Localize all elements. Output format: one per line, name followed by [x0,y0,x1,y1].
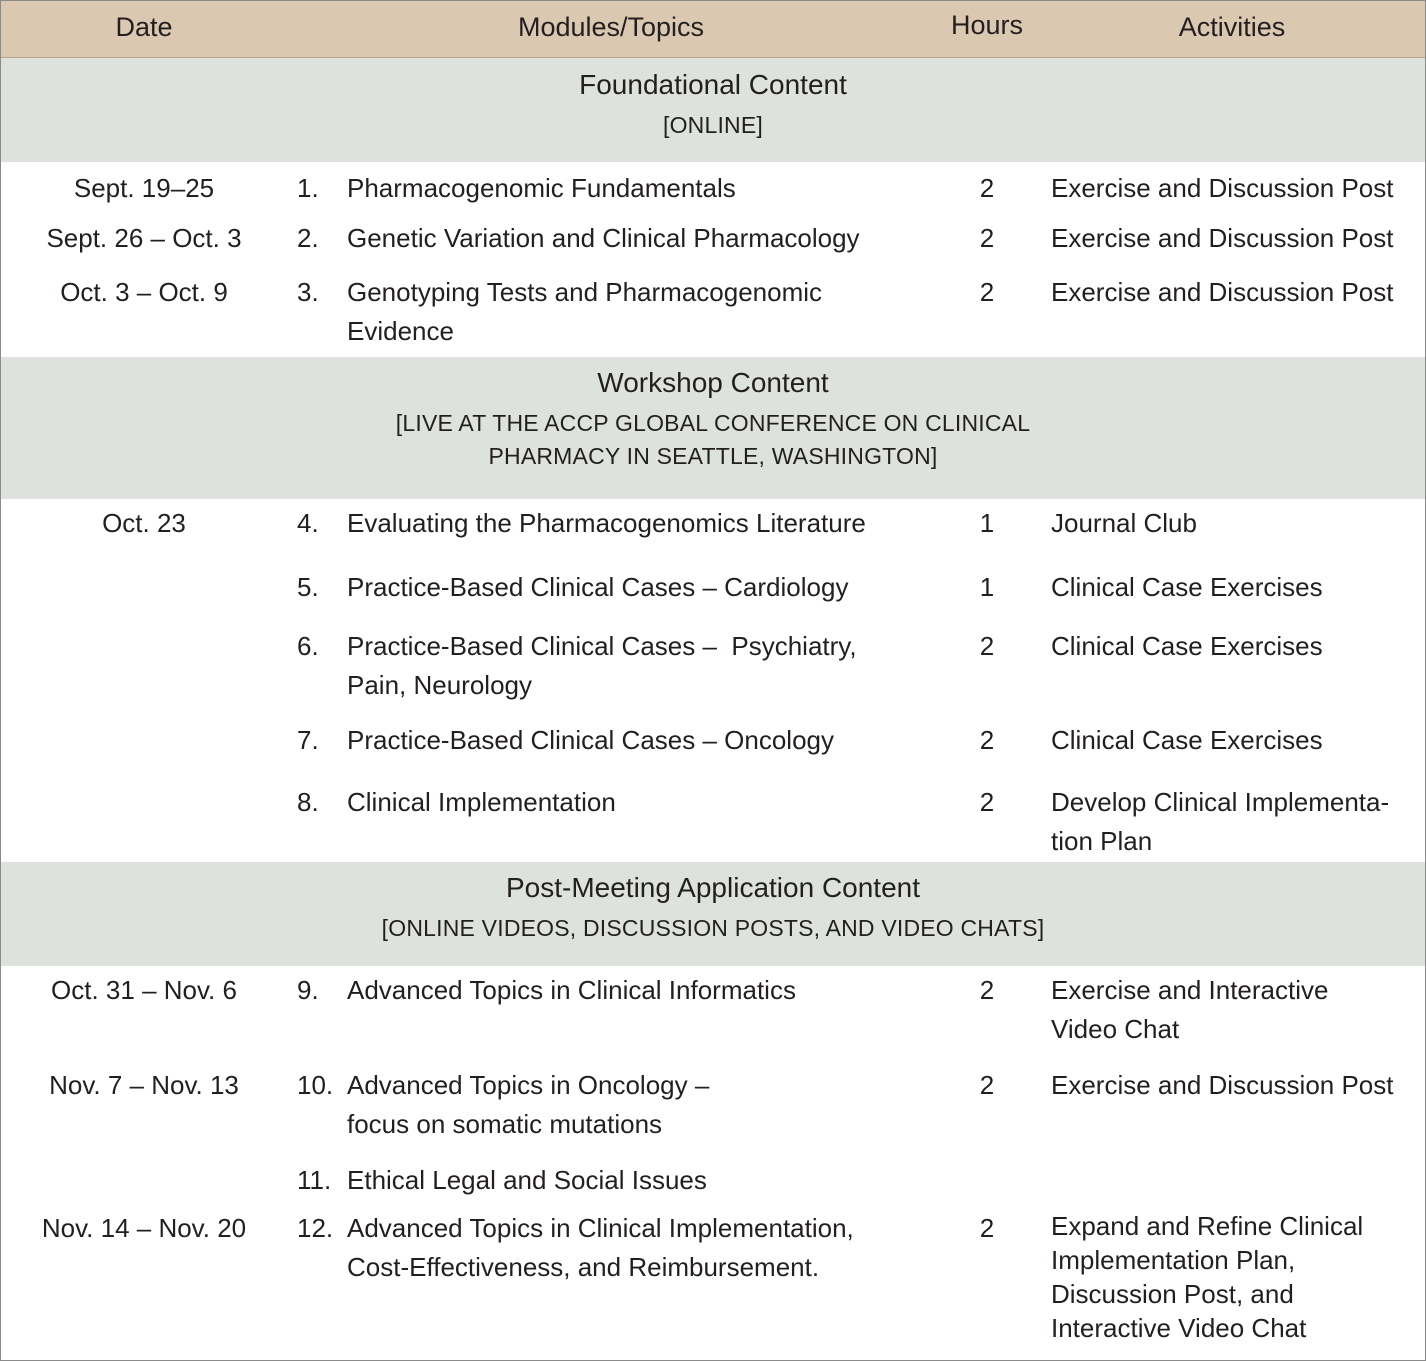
section-subtitle: [LIVE AT THE ACCP GLOBAL CONFERENCE ON CLINICAL [395,410,1031,436]
row-activity: tion Plan [1051,826,1153,856]
table-header [1,1,1425,58]
section-post-meeting [1,862,1425,966]
row-date: Sept. 19–25 [73,173,215,203]
row-hours: 2 [979,173,995,203]
row-activity: Exercise and Discussion Post [1051,277,1394,307]
row-topic: Practice-Based Clinical Cases – Cardiology [347,572,849,602]
section-foundational [1,58,1425,162]
row-activity: Exercise and Interactive [1051,975,1329,1005]
section-subtitle: [ONLINE] [662,112,763,138]
row-hours: 2 [979,787,995,817]
row-hours: 1 [979,508,995,538]
section-workshop [1,357,1425,499]
row-activity: Interactive Video Chat [1051,1313,1307,1343]
row-hours: 1 [979,572,995,602]
row-topic: focus on somatic mutations [347,1109,663,1139]
row-activity: Discussion Post, and [1051,1279,1294,1309]
section-title: Post-Meeting Application Content [505,872,921,903]
row-activity: Exercise and Discussion Post [1051,173,1394,203]
header-activities: Activities [1178,12,1286,42]
header-hours: Hours [950,10,1024,40]
row-hours: 2 [979,223,995,253]
row-date: Sept. 26 – Oct. 3 [46,223,242,253]
row-hours: 2 [979,1070,995,1100]
row-topic: Pharmacogenomic Fundamentals [347,173,736,203]
row-date: Oct. 31 – Nov. 6 [51,975,237,1005]
row-topic: Ethical Legal and Social Issues [347,1165,707,1195]
row-activity: Clinical Case Exercises [1051,725,1323,755]
row-hours: 2 [979,725,995,755]
section-title: Foundational Content [579,69,847,100]
row-activity: Expand and Refine Clinical [1051,1211,1364,1241]
row-hours: 2 [979,1213,995,1243]
row-topic: Advanced Topics in Clinical Informatics [347,975,796,1005]
row-number: 5. [297,572,319,602]
row-number: 11. [297,1165,332,1195]
row-topic: Practice-Based Clinical Cases – Oncology [347,725,834,755]
header-date: Date [115,12,173,42]
row-hours: 2 [979,277,995,307]
row-number: 12. [297,1213,334,1243]
row-number: 2. [297,223,319,253]
row-hours: 2 [979,975,995,1005]
row-date: Nov. 7 – Nov. 13 [49,1070,239,1100]
row-activity: Clinical Case Exercises [1051,631,1323,661]
row-topic: Evaluating the Pharmacogenomics Literature [347,508,866,538]
row-activity: Exercise and Discussion Post [1051,223,1394,253]
row-activity: Exercise and Discussion Post [1051,1070,1394,1100]
row-topic: Pain, Neurology [347,670,532,700]
row-activity: Clinical Case Exercises [1051,572,1323,602]
row-date: Nov. 14 – Nov. 20 [41,1213,247,1243]
section-title: Workshop Content [597,367,829,398]
row-topic: Cost-Effectiveness, and Reimbursement. [347,1252,820,1282]
section-subtitle: PHARMACY IN SEATTLE, WASHINGTON] [488,443,938,469]
row-topic: Practice-Based Clinical Cases – Psychiatry, [347,631,857,661]
row-activity: Develop Clinical Implementa- [1051,787,1390,817]
row-number: 10. [297,1070,334,1100]
row-date: Oct. 3 – Oct. 9 [60,277,228,307]
header-topics: Modules/Topics [517,12,705,42]
row-activity: Video Chat [1051,1014,1180,1044]
row-topic: Genotyping Tests and Pharmacogenomic [347,277,823,307]
row-activity: Implementation Plan, [1051,1245,1296,1275]
row-topic: Genetic Variation and Clinical Pharmacology [347,223,860,253]
row-activity: Journal Club [1051,508,1197,538]
section-subtitle: [ONLINE VIDEOS, DISCUSSION POSTS, AND VIDEO CHATS] [381,915,1045,941]
row-number: 6. [297,631,319,661]
row-hours: 2 [979,631,995,661]
row-topic: Evidence [347,316,454,346]
row-date: Oct. 23 [102,508,186,538]
row-number: 4. [297,508,319,538]
row-topic: Advanced Topics in Clinical Implementation, [347,1213,854,1243]
row-number: 8. [297,787,319,817]
row-topic: Clinical Implementation [347,787,616,817]
row-topic: Advanced Topics in Oncology – [347,1070,710,1100]
row-number: 3. [297,277,319,307]
row-number: 7. [297,725,319,755]
row-number: 9. [297,975,319,1005]
row-number: 1. [297,173,319,203]
